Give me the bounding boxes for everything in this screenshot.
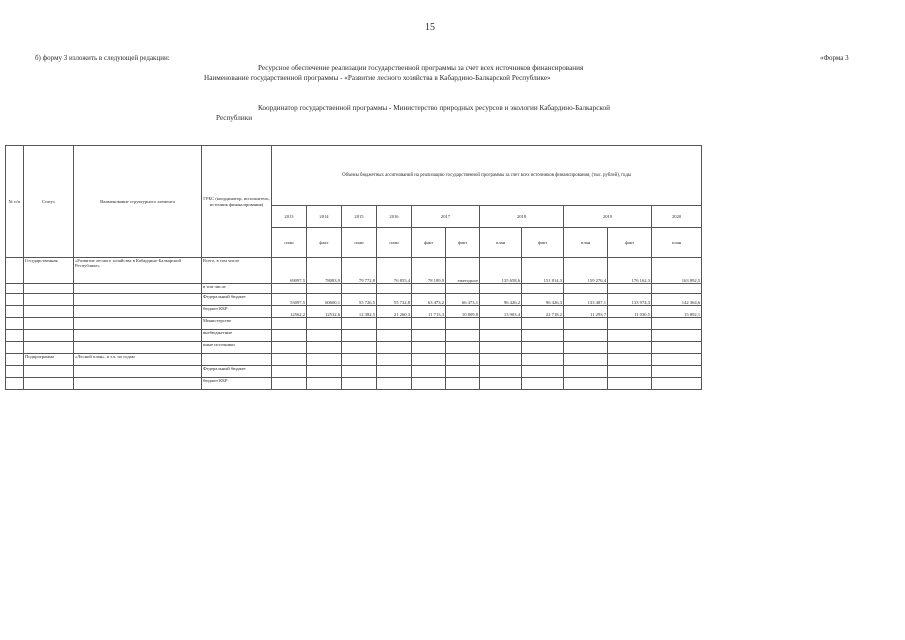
row-value-cell [272,366,307,378]
row-value-cell [608,342,652,354]
row-no-cell [6,306,24,318]
row-grbs-cell: Министерство [202,318,272,330]
row-value-cell [608,318,652,330]
row-value-cell [377,330,412,342]
table-row [6,330,702,342]
row-value-cell [342,366,377,378]
row-value-cell [564,318,608,330]
row-value-cell: 133 487,1 [564,294,608,306]
row-value-cell: 12 382,5 [342,306,377,318]
row-value-cell [272,318,307,330]
row-no-cell [6,354,24,366]
row-value-cell: 11 293,7 [564,306,608,318]
row-value-cell: 21 260,3 [377,306,412,318]
row-value-cell [377,342,412,354]
row-status-cell: Государственная [24,258,74,284]
row-status-cell [24,306,74,318]
row-value-cell [272,284,307,294]
row-value-cell [412,342,446,354]
row-value-cell [446,354,480,366]
row-value-cell [480,354,522,366]
row-value-cell [480,318,522,330]
row-value-cell: 66 473,1 [446,294,480,306]
row-value-cell [377,284,412,294]
row-name-cell [74,284,202,294]
row-value-cell [307,354,342,366]
row-value-cell [564,342,608,354]
row-grbs-cell: Федеральный бюджет [202,294,272,306]
row-value-cell: 60600,1 [307,294,342,306]
table-row [6,258,702,284]
row-status-cell [24,342,74,354]
row-value-cell: 151 814,3 [522,258,564,284]
col-span-header: Объемы бюджетных ассигнований на реализацию государственной программы за счет всех источников финансирования, (тыс. рублей), годы [272,146,702,206]
row-value-cell [412,378,446,390]
row-value-cell: 78083,9 [307,258,342,284]
row-name-cell [74,294,202,306]
row-value-cell: 78 189,9 [412,258,446,284]
table-row [6,354,702,366]
row-value-cell: 53097,5 [272,294,307,306]
year-header: 2014 [307,206,342,228]
row-value-cell: 76 855,4 [377,258,412,284]
page-number: 15 [425,22,435,33]
row-value-cell: 142 364,6 [652,294,702,306]
row-value-cell [272,342,307,354]
row-name-cell [74,366,202,378]
row-value-cell [412,330,446,342]
row-grbs-cell: внебюджетные [202,330,272,342]
row-value-cell [480,330,522,342]
subhead-cell: план [564,228,608,258]
row-grbs-cell: Федеральный бюджет [202,366,272,378]
row-value-cell: 12562,2 [272,306,307,318]
subhead-cell: план [377,228,412,258]
row-value-cell [412,354,446,366]
resource-table [5,145,702,390]
row-value-cell [480,378,522,390]
table-row [6,294,702,306]
subhead-cell: план [272,228,307,258]
table-row [6,378,702,390]
row-value-cell [608,366,652,378]
row-value-cell [446,330,480,342]
row-value-cell [652,318,702,330]
table-row [6,284,702,294]
coordinator-line-cont: Республики [216,114,253,122]
row-value-cell [608,330,652,342]
row-no-cell [6,284,24,294]
row-status-cell [24,378,74,390]
row-value-cell [652,378,702,390]
row-no-cell [6,294,24,306]
subhead-cell: план [480,228,522,258]
row-name-cell [74,342,202,354]
row-name-cell: «Развитие лесного хозяйства в Кабардино-Балкарской Республике» [74,258,202,284]
row-value-cell [307,366,342,378]
row-value-cell [564,354,608,366]
row-value-cell [272,354,307,366]
row-name-cell [74,306,202,318]
row-value-cell [307,342,342,354]
row-name-cell [74,330,202,342]
year-header: 2018 [480,206,564,228]
row-value-cell [342,342,377,354]
row-value-cell [608,378,652,390]
row-value-cell: 10 809,8 [446,306,480,318]
doc-title-line2: Наименование государственной программы - «Развитие лесного хозяйства в Кабардино-Балкарской Республике» [204,74,551,82]
row-value-cell [446,378,480,390]
row-status-cell [24,318,74,330]
row-no-cell [6,318,24,330]
subhead-cell: факт [446,228,480,258]
col-name-header: Наименование структурного элемента [74,146,202,258]
row-value-cell: 15 892,1 [652,306,702,318]
doc-title-line1: Ресурсное обеспечение реализации государственной программы за счет всех источников финансирования [258,64,584,72]
row-value-cell: 69097,5 [272,258,307,284]
row-value-cell [480,284,522,294]
row-value-cell: 12532,6 [307,306,342,318]
year-header: 2015 [342,206,377,228]
row-name-cell [74,378,202,390]
year-header: 2013 [272,206,307,228]
row-value-cell: 135 658,6 [480,258,522,284]
row-value-cell [446,284,480,294]
row-value-cell [377,378,412,390]
row-name-cell [74,318,202,330]
row-value-cell [446,318,480,330]
row-value-cell [608,354,652,366]
row-value-cell [564,284,608,294]
table-row [6,306,702,318]
row-value-cell [564,330,608,342]
row-value-cell [652,284,702,294]
row-status-cell [24,366,74,378]
year-header: 2019 [564,206,652,228]
row-value-cell [564,366,608,378]
row-value-cell [608,284,652,294]
row-grbs-cell: иные источники [202,342,272,354]
row-value-cell [272,378,307,390]
row-grbs-cell: в том числе [202,284,272,294]
row-grbs-cell: Всего, в том числе [202,258,272,284]
row-value-cell [272,330,307,342]
row-value-cell: 55 732,8 [377,294,412,306]
row-value-cell [652,354,702,366]
table-row [6,318,702,330]
row-status-cell [24,294,74,306]
row-value-cell [522,342,564,354]
row-value-cell [522,330,564,342]
year-header: 2017 [412,206,480,228]
row-value-cell [377,318,412,330]
row-value-cell [342,284,377,294]
row-grbs-cell: бюджет КБР [202,306,272,318]
coordinator-line: Координатор государственной программы - Министерство природных ресурсов и экологии Кабардино-Балкарской [258,104,610,112]
row-value-cell [412,318,446,330]
row-value-cell [652,342,702,354]
row-value-cell [342,318,377,330]
row-value-cell: 96 426,3 [522,294,564,306]
row-value-cell [412,284,446,294]
row-value-cell [480,342,522,354]
row-value-cell [342,354,377,366]
row-name-cell: «Лесной план», в т.ч. по годам [74,354,202,366]
row-value-cell [652,330,702,342]
row-value-cell [342,378,377,390]
row-value-cell [522,378,564,390]
row-value-cell: 13 903,4 [480,306,522,318]
row-no-cell [6,378,24,390]
row-value-cell [652,366,702,378]
row-value-cell: 63 473,2 [412,294,446,306]
row-value-cell [522,366,564,378]
row-value-cell [522,318,564,330]
row-value-cell [307,318,342,330]
row-value-cell [522,284,564,294]
year-header: 2020 [652,206,702,228]
col-status-header: Статус [24,146,74,258]
row-value-cell: 11 713,3 [412,306,446,318]
subhead-cell: факт [522,228,564,258]
row-no-cell [6,366,24,378]
subhead-cell: факт [307,228,342,258]
row-value-cell [342,330,377,342]
subhead-cell: факт [412,228,446,258]
row-grbs-cell: бюджет КБР [202,378,272,390]
row-value-cell: 133 974,3 [608,294,652,306]
row-value-cell: 11 030,5 [608,306,652,318]
row-value-cell [377,366,412,378]
row-value-cell: ежегодное [446,258,480,284]
row-value-cell [480,366,522,378]
row-value-cell: 96 426,2 [480,294,522,306]
row-value-cell: 22 718,2 [522,306,564,318]
table-row [6,366,702,378]
table-body [6,258,702,390]
row-value-cell [307,378,342,390]
form-reference: «Форма 3 [820,54,849,62]
row-value-cell [564,378,608,390]
row-status-cell [24,284,74,294]
row-value-cell: 79 772,8 [342,258,377,284]
year-header: 2016 [377,206,412,228]
row-value-cell: 159 276,4 [564,258,608,284]
row-grbs-cell [202,354,272,366]
col-grbs-header: ГРБС (координатор, исполнитель, источник финансирования) [202,146,272,258]
subhead-cell: план [652,228,702,258]
subhead-cell: план [342,228,377,258]
row-value-cell [412,366,446,378]
row-status-cell: Подпрограмма [24,354,74,366]
table-row [6,342,702,354]
row-value-cell [307,284,342,294]
intro-text: б) форму 3 изложить в следующей редакции: [35,54,170,62]
row-value-cell: 163 892,5 [652,258,702,284]
row-value-cell [307,330,342,342]
row-value-cell: 55 726,5 [342,294,377,306]
row-value-cell: 176 162,3 [608,258,652,284]
row-no-cell [6,330,24,342]
row-no-cell [6,342,24,354]
subhead-cell: факт [608,228,652,258]
row-value-cell [377,354,412,366]
row-value-cell [446,366,480,378]
row-value-cell [446,342,480,354]
row-value-cell [522,354,564,366]
col-no-header: № п/п [6,146,24,258]
row-status-cell [24,330,74,342]
row-no-cell [6,258,24,284]
